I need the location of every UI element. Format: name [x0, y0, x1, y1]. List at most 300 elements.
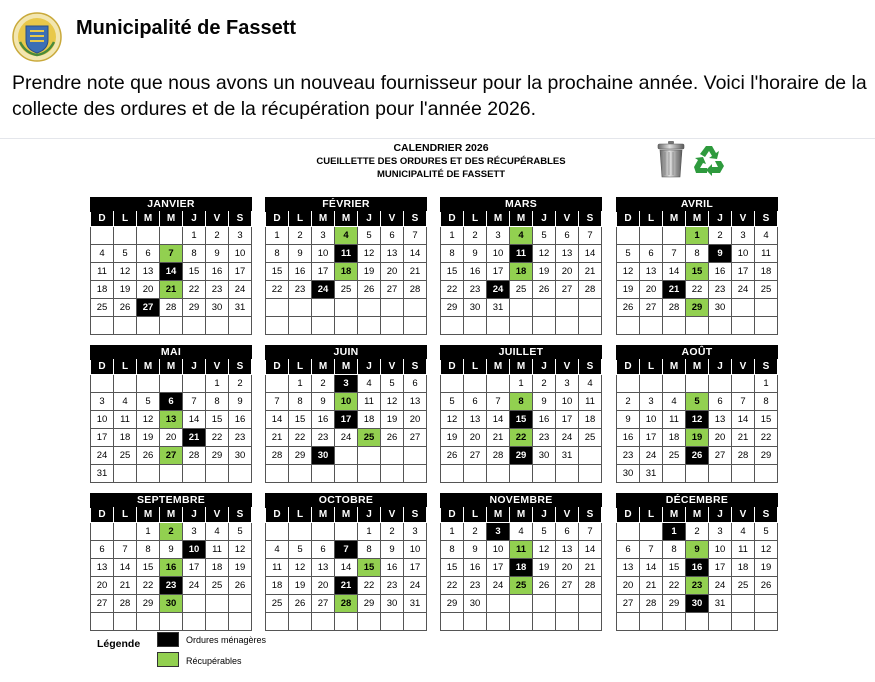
weekday-header: J [183, 360, 206, 375]
empty-cell [404, 465, 427, 483]
day-cell: 3 [404, 523, 427, 541]
day-cell: 25 [266, 595, 289, 613]
weekday-header: M [510, 360, 533, 375]
weekday-header: D [617, 360, 640, 375]
day-cell: 11 [206, 541, 229, 559]
day-cell: 24 [312, 281, 335, 299]
empty-cell [510, 613, 533, 631]
day-cell: 22 [441, 577, 464, 595]
day-cell: 24 [404, 577, 427, 595]
day-cell: 18 [732, 559, 755, 577]
day-cell: 2 [312, 375, 335, 393]
month-title: JUIN [265, 345, 427, 359]
day-cell: 22 [266, 281, 289, 299]
empty-cell [289, 299, 312, 317]
weekday-header: S [579, 508, 602, 523]
weekday-header: M [335, 508, 358, 523]
day-cell: 23 [289, 281, 312, 299]
day-cell: 9 [229, 393, 252, 411]
empty-cell [709, 465, 732, 483]
weekday-header: J [709, 508, 732, 523]
day-cell: 26 [533, 281, 556, 299]
empty-cell [617, 613, 640, 631]
day-cell: 16 [312, 411, 335, 429]
day-cell: 31 [487, 299, 510, 317]
day-cell: 17 [404, 559, 427, 577]
page-name[interactable]: Municipalité de Fassett [76, 16, 297, 39]
empty-cell [229, 613, 252, 631]
day-cell: 13 [160, 411, 183, 429]
recycle-icon [692, 143, 726, 177]
day-cell: 29 [441, 595, 464, 613]
weekday-header: L [114, 360, 137, 375]
day-cell: 12 [229, 541, 252, 559]
weekday-header: M [663, 212, 686, 227]
empty-cell [556, 299, 579, 317]
empty-cell [556, 465, 579, 483]
empty-cell [266, 465, 289, 483]
day-cell: 27 [709, 447, 732, 465]
day-cell: 13 [617, 559, 640, 577]
day-cell: 28 [114, 595, 137, 613]
day-cell: 28 [404, 281, 427, 299]
empty-cell [487, 317, 510, 335]
month-table [440, 507, 602, 631]
day-cell: 12 [289, 559, 312, 577]
day-cell: 29 [206, 447, 229, 465]
day-cell: 1 [686, 227, 709, 245]
day-cell: 14 [160, 263, 183, 281]
month-title: JUILLET [440, 345, 602, 359]
day-cell: 28 [266, 447, 289, 465]
day-cell: 23 [229, 429, 252, 447]
day-cell: 3 [709, 523, 732, 541]
day-cell: 8 [755, 393, 778, 411]
month-table [265, 507, 427, 631]
empty-cell [617, 227, 640, 245]
weekday-header: J [358, 212, 381, 227]
month-table [616, 211, 778, 335]
empty-cell [686, 465, 709, 483]
day-cell: 9 [289, 245, 312, 263]
day-cell: 18 [206, 559, 229, 577]
day-cell: 22 [686, 281, 709, 299]
day-cell: 10 [91, 411, 114, 429]
day-cell: 7 [663, 245, 686, 263]
weekday-header: J [709, 360, 732, 375]
day-cell: 2 [289, 227, 312, 245]
month-table [616, 359, 778, 483]
day-cell: 9 [206, 245, 229, 263]
weekday-header: V [381, 212, 404, 227]
day-cell: 5 [755, 523, 778, 541]
day-cell: 13 [404, 393, 427, 411]
day-cell: 6 [91, 541, 114, 559]
day-cell: 20 [312, 577, 335, 595]
empty-cell [91, 227, 114, 245]
day-cell: 23 [617, 447, 640, 465]
day-cell: 7 [732, 393, 755, 411]
empty-cell [114, 317, 137, 335]
day-cell: 16 [709, 263, 732, 281]
day-cell: 8 [358, 541, 381, 559]
day-cell: 17 [487, 559, 510, 577]
weekday-header: M [137, 360, 160, 375]
day-cell: 30 [617, 465, 640, 483]
day-cell: 26 [755, 577, 778, 595]
day-cell: 21 [404, 263, 427, 281]
empty-cell [404, 317, 427, 335]
weekday-header: V [732, 212, 755, 227]
empty-cell [206, 465, 229, 483]
day-cell: 23 [709, 281, 732, 299]
day-cell: 25 [510, 281, 533, 299]
day-cell: 20 [137, 281, 160, 299]
day-cell: 11 [91, 263, 114, 281]
day-cell: 19 [617, 281, 640, 299]
day-cell: 23 [312, 429, 335, 447]
empty-cell [114, 465, 137, 483]
day-cell: 26 [441, 447, 464, 465]
day-cell: 28 [640, 595, 663, 613]
day-cell: 11 [579, 393, 602, 411]
divider [0, 138, 875, 139]
weekday-header: L [640, 508, 663, 523]
day-cell: 5 [533, 227, 556, 245]
month-table [265, 211, 427, 335]
day-cell: 4 [732, 523, 755, 541]
empty-cell [266, 523, 289, 541]
empty-cell [640, 317, 663, 335]
weekday-header: M [510, 212, 533, 227]
empty-cell [114, 227, 137, 245]
day-cell: 6 [160, 393, 183, 411]
day-cell: 25 [335, 281, 358, 299]
day-cell: 9 [160, 541, 183, 559]
month-calendar [265, 345, 427, 483]
day-cell: 15 [137, 559, 160, 577]
day-cell: 18 [358, 411, 381, 429]
day-cell: 24 [556, 429, 579, 447]
weekday-header: S [755, 212, 778, 227]
weekday-header: M [686, 508, 709, 523]
day-cell: 19 [137, 429, 160, 447]
empty-cell [686, 317, 709, 335]
empty-cell [510, 595, 533, 613]
empty-cell [160, 465, 183, 483]
month-title: SEPTEMBRE [90, 493, 252, 507]
weekday-header: J [183, 508, 206, 523]
day-cell: 5 [137, 393, 160, 411]
day-cell: 31 [709, 595, 732, 613]
day-cell: 16 [686, 559, 709, 577]
day-cell: 16 [289, 263, 312, 281]
day-cell: 23 [206, 281, 229, 299]
legend-title: Légende [97, 638, 141, 650]
day-cell: 29 [755, 447, 778, 465]
day-cell: 13 [640, 263, 663, 281]
day-cell: 4 [335, 227, 358, 245]
day-cell: 17 [91, 429, 114, 447]
day-cell: 14 [114, 559, 137, 577]
weekday-header: J [709, 212, 732, 227]
day-cell: 8 [441, 245, 464, 263]
weekday-header: V [556, 360, 579, 375]
day-cell: 20 [617, 577, 640, 595]
empty-cell [441, 465, 464, 483]
day-cell: 5 [114, 245, 137, 263]
day-cell: 27 [617, 595, 640, 613]
empty-cell [533, 317, 556, 335]
empty-cell [663, 227, 686, 245]
month-calendar [265, 493, 427, 631]
day-cell: 2 [686, 523, 709, 541]
day-cell: 12 [533, 541, 556, 559]
day-cell: 30 [533, 447, 556, 465]
day-cell: 19 [381, 411, 404, 429]
day-cell: 15 [441, 263, 464, 281]
day-cell: 21 [579, 559, 602, 577]
month-title: FÉVRIER [265, 197, 427, 211]
day-cell: 14 [266, 411, 289, 429]
empty-cell [510, 299, 533, 317]
day-cell: 3 [487, 227, 510, 245]
empty-cell [206, 317, 229, 335]
weekday-header: S [404, 508, 427, 523]
empty-cell [114, 523, 137, 541]
day-cell: 15 [510, 411, 533, 429]
day-cell: 21 [335, 577, 358, 595]
weekday-header: M [160, 212, 183, 227]
day-cell: 26 [533, 577, 556, 595]
empty-cell [137, 227, 160, 245]
empty-cell [464, 613, 487, 631]
empty-cell [579, 465, 602, 483]
day-cell: 22 [206, 429, 229, 447]
day-cell: 17 [709, 559, 732, 577]
empty-cell [160, 613, 183, 631]
empty-cell [137, 465, 160, 483]
weekday-header: L [640, 212, 663, 227]
empty-cell [91, 375, 114, 393]
empty-cell [137, 613, 160, 631]
day-cell: 5 [358, 227, 381, 245]
day-cell: 5 [381, 375, 404, 393]
empty-cell [663, 317, 686, 335]
day-cell: 4 [206, 523, 229, 541]
weekday-header: L [640, 360, 663, 375]
day-cell: 21 [640, 577, 663, 595]
day-cell: 15 [289, 411, 312, 429]
day-cell: 7 [640, 541, 663, 559]
day-cell: 21 [663, 281, 686, 299]
day-cell: 16 [206, 263, 229, 281]
day-cell: 22 [358, 577, 381, 595]
month-calendar [440, 197, 602, 335]
weekday-header: M [335, 360, 358, 375]
empty-cell [183, 595, 206, 613]
day-cell: 13 [709, 411, 732, 429]
day-cell: 8 [686, 245, 709, 263]
empty-cell [579, 595, 602, 613]
empty-cell [358, 613, 381, 631]
day-cell: 17 [183, 559, 206, 577]
day-cell: 15 [441, 559, 464, 577]
weekday-header: L [114, 508, 137, 523]
day-cell: 26 [381, 429, 404, 447]
empty-cell [709, 613, 732, 631]
day-cell: 11 [755, 245, 778, 263]
weekday-header: J [533, 212, 556, 227]
empty-cell [579, 299, 602, 317]
month-title: MAI [90, 345, 252, 359]
day-cell: 20 [381, 263, 404, 281]
empty-cell [335, 613, 358, 631]
day-cell: 25 [358, 429, 381, 447]
day-cell: 10 [640, 411, 663, 429]
weekday-header: V [206, 212, 229, 227]
empty-cell [755, 595, 778, 613]
day-cell: 29 [289, 447, 312, 465]
empty-cell [404, 299, 427, 317]
day-cell: 4 [755, 227, 778, 245]
month-calendar [90, 493, 252, 631]
day-cell: 27 [640, 299, 663, 317]
day-cell: 11 [663, 411, 686, 429]
empty-cell [266, 317, 289, 335]
day-cell: 8 [266, 245, 289, 263]
day-cell: 28 [579, 281, 602, 299]
day-cell: 6 [556, 523, 579, 541]
empty-cell [686, 375, 709, 393]
empty-cell [335, 465, 358, 483]
day-cell: 2 [533, 375, 556, 393]
empty-cell [312, 613, 335, 631]
day-cell: 12 [381, 393, 404, 411]
day-cell: 31 [556, 447, 579, 465]
day-cell: 11 [510, 245, 533, 263]
day-cell: 4 [358, 375, 381, 393]
weekday-header: M [160, 360, 183, 375]
weekday-header: M [137, 508, 160, 523]
municipal-crest-icon[interactable] [12, 12, 62, 62]
empty-cell [266, 613, 289, 631]
day-cell: 29 [137, 595, 160, 613]
weekday-header: D [441, 508, 464, 523]
month-title: DÉCEMBRE [616, 493, 778, 507]
day-cell: 6 [640, 245, 663, 263]
month-table [90, 359, 252, 483]
day-cell: 2 [229, 375, 252, 393]
weekday-header: S [755, 508, 778, 523]
day-cell: 30 [464, 299, 487, 317]
day-cell: 8 [206, 393, 229, 411]
day-cell: 11 [335, 245, 358, 263]
day-cell: 10 [487, 245, 510, 263]
day-cell: 27 [381, 281, 404, 299]
day-cell: 17 [640, 429, 663, 447]
month-table [90, 211, 252, 335]
day-cell: 8 [289, 393, 312, 411]
empty-cell [441, 375, 464, 393]
day-cell: 21 [160, 281, 183, 299]
day-cell: 28 [487, 447, 510, 465]
month-calendar [265, 197, 427, 335]
day-cell: 1 [206, 375, 229, 393]
day-cell: 25 [755, 281, 778, 299]
day-cell: 20 [91, 577, 114, 595]
month-table [440, 359, 602, 483]
day-cell: 15 [266, 263, 289, 281]
weekday-header: M [312, 360, 335, 375]
weekday-header: D [91, 508, 114, 523]
day-cell: 7 [579, 523, 602, 541]
empty-cell [229, 595, 252, 613]
empty-cell [464, 465, 487, 483]
empty-cell [617, 375, 640, 393]
weekday-header: S [404, 212, 427, 227]
weekday-header: J [533, 508, 556, 523]
weekday-header: L [464, 360, 487, 375]
empty-cell [266, 375, 289, 393]
day-cell: 22 [183, 281, 206, 299]
day-cell: 12 [617, 263, 640, 281]
day-cell: 28 [160, 299, 183, 317]
day-cell: 28 [663, 299, 686, 317]
day-cell: 23 [464, 577, 487, 595]
day-cell: 14 [640, 559, 663, 577]
day-cell: 10 [404, 541, 427, 559]
day-cell: 22 [663, 577, 686, 595]
day-cell: 11 [732, 541, 755, 559]
day-cell: 30 [686, 595, 709, 613]
weekday-header: L [289, 508, 312, 523]
day-cell: 16 [617, 429, 640, 447]
day-cell: 18 [663, 429, 686, 447]
day-cell: 17 [335, 411, 358, 429]
day-cell: 9 [464, 245, 487, 263]
empty-cell [312, 465, 335, 483]
day-cell: 29 [663, 595, 686, 613]
day-cell: 30 [160, 595, 183, 613]
empty-cell [579, 447, 602, 465]
day-cell: 28 [732, 447, 755, 465]
day-cell: 16 [160, 559, 183, 577]
legend-label-ordures: Ordures ménagères [186, 635, 267, 645]
day-cell: 18 [755, 263, 778, 281]
day-cell: 26 [114, 299, 137, 317]
day-cell: 24 [487, 577, 510, 595]
weekday-header: M [487, 508, 510, 523]
day-cell: 7 [335, 541, 358, 559]
empty-cell [335, 447, 358, 465]
weekday-header: V [206, 360, 229, 375]
empty-cell [289, 465, 312, 483]
day-cell: 7 [183, 393, 206, 411]
weekday-header: M [487, 360, 510, 375]
day-cell: 19 [229, 559, 252, 577]
day-cell: 14 [663, 263, 686, 281]
empty-cell [755, 299, 778, 317]
empty-cell [358, 447, 381, 465]
empty-cell [579, 317, 602, 335]
day-cell: 29 [686, 299, 709, 317]
day-cell: 11 [266, 559, 289, 577]
day-cell: 13 [556, 541, 579, 559]
day-cell: 31 [640, 465, 663, 483]
day-cell: 12 [114, 263, 137, 281]
day-cell: 2 [464, 227, 487, 245]
